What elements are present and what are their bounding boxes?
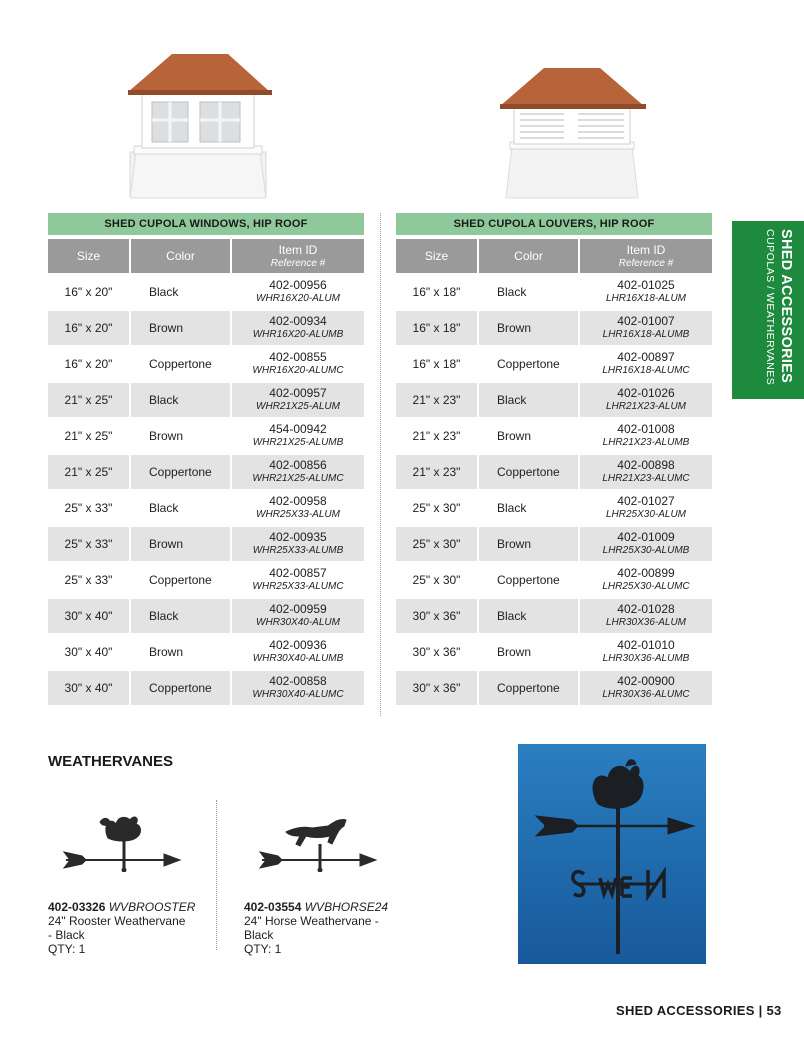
cell-item-id	[232, 671, 364, 705]
section-side-tab	[732, 221, 804, 399]
item-id: 402-00897	[617, 350, 675, 364]
cell-color: Black	[131, 599, 230, 633]
cell-item-id	[232, 419, 364, 453]
cell-color: Black	[131, 383, 230, 417]
header-size: Size	[48, 239, 129, 273]
table-header	[396, 239, 712, 273]
item-id: 402-01009	[617, 530, 675, 544]
cell-color: Brown	[479, 311, 578, 345]
item-id: 402-01007	[617, 314, 675, 328]
cell-color: Black	[479, 599, 578, 633]
table-title: SHED CUPOLA WINDOWS, HIP ROOF	[48, 213, 364, 235]
cell-color: Coppertone	[131, 671, 230, 705]
reference-number: WHR21X25-ALUMB	[252, 437, 344, 448]
cell-size: 16" x 18"	[396, 311, 477, 345]
cell-color: Coppertone	[131, 455, 230, 489]
header-color: Color	[131, 239, 230, 273]
header-item-id	[232, 239, 364, 273]
cell-color: Coppertone	[479, 671, 578, 705]
cell-item-id	[580, 455, 712, 489]
table-row	[48, 527, 364, 561]
item-id: 402-00900	[617, 674, 675, 688]
horse-weathervane-image	[256, 810, 380, 872]
item-id: 402-00956	[269, 278, 327, 292]
product-name-line1: 24" Rooster Weathervane	[48, 914, 186, 928]
product-sku: 402-03554	[244, 900, 302, 914]
cell-size: 16" x 20"	[64, 357, 113, 371]
cell-size: 30" x 40"	[48, 671, 129, 705]
page-footer: SHED ACCESSORIES | 53	[616, 1003, 782, 1018]
cell-item-id	[580, 419, 712, 453]
reference-number: LHR16X18-ALUMB	[602, 329, 690, 340]
header-color: Color	[479, 239, 578, 273]
cell-size: 30" x 36"	[396, 671, 477, 705]
column-divider	[380, 213, 381, 716]
reference-number: LHR16X18-ALUM	[605, 293, 687, 304]
table-row	[48, 563, 364, 597]
cell-color: Brown	[131, 527, 230, 561]
reference-number: WHR30X40-ALUMC	[252, 689, 344, 700]
reference-number: LHR21X23-ALUM	[605, 401, 687, 412]
product-name-line2: - Black	[48, 928, 85, 942]
cell-color: Black	[497, 501, 527, 515]
table-row	[48, 671, 364, 705]
table-row	[396, 311, 712, 345]
table-row	[396, 599, 712, 633]
cell-size: 16" x 18"	[412, 357, 461, 371]
cell-item-id	[232, 347, 364, 381]
cell-item-id	[232, 563, 364, 597]
item-id: 402-01026	[617, 386, 675, 400]
reference-number: LHR25X30-ALUMB	[602, 545, 690, 556]
cupola-louvers-table	[396, 213, 712, 705]
cell-color: Brown	[149, 429, 184, 443]
reference-number: LHR30X36-ALUMC	[602, 689, 690, 700]
cell-item-id	[580, 311, 712, 345]
item-id: 402-01025	[617, 278, 675, 292]
reference-number: WHR30X40-ALUM	[256, 617, 340, 628]
header-size: Size	[396, 239, 477, 273]
table-row	[48, 347, 364, 381]
table-row	[396, 347, 712, 381]
header-item-id-label: Item ID	[626, 243, 666, 257]
reference-number: LHR16X18-ALUMC	[602, 365, 690, 376]
cell-item-id	[232, 635, 364, 669]
cell-color: Brown	[497, 429, 532, 443]
table-row	[48, 599, 364, 633]
cell-size: 16" x 18"	[412, 285, 461, 299]
cell-color: Coppertone	[497, 573, 560, 587]
item-id: 402-00936	[269, 638, 327, 652]
cell-size: 25" x 30"	[412, 501, 461, 515]
table-row	[396, 671, 712, 705]
cell-color: Brown	[131, 311, 230, 345]
reference-number: LHR30X36-ALUM	[605, 617, 687, 628]
cell-item-id	[580, 527, 712, 561]
table-row	[396, 419, 712, 453]
cell-item-id	[580, 671, 712, 705]
cell-item-id	[232, 491, 364, 525]
weathervanes-heading: WEATHERVANES	[48, 753, 174, 770]
header-reference-label: Reference #	[270, 258, 326, 269]
side-tab-title: SHED ACCESSORIES	[778, 229, 794, 384]
weathervane-divider	[216, 800, 217, 950]
cell-size: 16" x 20"	[48, 311, 129, 345]
table-row	[48, 491, 364, 525]
cell-item-id	[580, 275, 712, 309]
table-row	[48, 635, 364, 669]
cell-size: 21" x 25"	[64, 429, 113, 443]
table-row	[48, 383, 364, 417]
reference-number: LHR25X30-ALUMC	[602, 581, 690, 592]
cell-item-id	[232, 311, 364, 345]
reference-number: LHR25X30-ALUM	[605, 509, 687, 520]
reference-number: WHR25X33-ALUMC	[252, 581, 344, 592]
item-id: 402-00935	[269, 530, 327, 544]
header-item-id-label: Item ID	[278, 243, 318, 257]
item-id: 402-00957	[269, 386, 327, 400]
cell-item-id	[580, 347, 712, 381]
table-row	[48, 275, 364, 309]
product-code: WVBROOSTER	[108, 900, 196, 914]
cell-size: 21" x 25"	[48, 455, 129, 489]
table-header	[48, 239, 364, 273]
item-id: 402-00855	[269, 350, 327, 364]
item-id: 402-01008	[617, 422, 675, 436]
cupola-windows-image	[120, 48, 280, 200]
product-sku: 402-03326	[48, 900, 106, 914]
reference-number: WHR30X40-ALUMB	[252, 653, 344, 664]
table-row	[396, 455, 712, 489]
cell-size: 25" x 30"	[412, 573, 461, 587]
cell-size: 25" x 30"	[396, 527, 477, 561]
cell-size: 25" x 33"	[64, 501, 113, 515]
item-id: 402-00856	[269, 458, 327, 472]
cell-color: Brown	[149, 645, 184, 659]
table-row	[396, 527, 712, 561]
cell-size: 30" x 36"	[412, 645, 461, 659]
product-qty: QTY: 1	[244, 942, 282, 956]
cell-item-id	[580, 635, 712, 669]
item-id: 402-01010	[617, 638, 675, 652]
cell-item-id	[580, 599, 712, 633]
cell-item-id	[232, 599, 364, 633]
rooster-weathervane-image	[60, 810, 184, 872]
item-id: 454-00942	[269, 422, 327, 436]
reference-number: WHR21X25-ALUMC	[252, 473, 344, 484]
table-row	[396, 491, 712, 525]
cell-color: Black	[149, 501, 179, 515]
reference-number: WHR16X20-ALUM	[256, 293, 340, 304]
item-id: 402-00958	[269, 494, 327, 508]
cell-size: 30" x 40"	[48, 599, 129, 633]
cell-color: Black	[149, 285, 179, 299]
table-row	[48, 419, 364, 453]
header-item-id	[580, 239, 712, 273]
cell-item-id	[580, 383, 712, 417]
product-name-line2: Black	[244, 928, 274, 942]
table-row	[396, 383, 712, 417]
cell-color: Black	[479, 383, 578, 417]
reference-number: LHR21X23-ALUMB	[602, 437, 690, 448]
table-body	[396, 275, 712, 705]
reference-number: WHR25X33-ALUM	[256, 509, 340, 520]
header-reference-label: Reference #	[618, 258, 674, 269]
reference-number: LHR21X23-ALUMC	[602, 473, 690, 484]
cell-size: 30" x 36"	[396, 599, 477, 633]
item-id: 402-00857	[269, 566, 327, 580]
table-row	[396, 563, 712, 597]
table-title: SHED CUPOLA LOUVERS, HIP ROOF	[396, 213, 712, 235]
cupola-louvers-image	[494, 64, 650, 200]
reference-number: LHR30X36-ALUMB	[602, 653, 690, 664]
item-id: 402-00858	[269, 674, 327, 688]
cell-item-id	[232, 275, 364, 309]
reference-number: WHR16X20-ALUMB	[252, 329, 344, 340]
cell-color: Coppertone	[149, 573, 212, 587]
cell-size: 21" x 23"	[412, 429, 461, 443]
cupola-windows-table	[48, 213, 364, 705]
cell-size: 25" x 33"	[48, 527, 129, 561]
cell-color: Coppertone	[497, 357, 560, 371]
cell-size: 21" x 25"	[48, 383, 129, 417]
cell-item-id	[232, 527, 364, 561]
reference-number: WHR21X25-ALUM	[256, 401, 340, 412]
cell-color: Brown	[497, 645, 532, 659]
table-row	[396, 275, 712, 309]
cell-color: Brown	[479, 527, 578, 561]
item-id: 402-00899	[617, 566, 675, 580]
item-id: 402-01027	[617, 494, 675, 508]
reference-number: WHR16X20-ALUMC	[252, 365, 344, 376]
reference-number: WHR25X33-ALUMB	[252, 545, 344, 556]
cell-size: 21" x 23"	[396, 455, 477, 489]
table-row	[48, 455, 364, 489]
cell-color: Coppertone	[149, 357, 212, 371]
product-code: WVBHORSE24	[304, 900, 389, 914]
product-qty: QTY: 1	[48, 942, 86, 956]
cell-item-id	[580, 563, 712, 597]
weathervane-item-rooster	[48, 900, 208, 956]
table-row	[48, 311, 364, 345]
cell-item-id	[232, 383, 364, 417]
table-body	[48, 275, 364, 705]
item-id: 402-00898	[617, 458, 675, 472]
weathervane-item-horse	[244, 900, 404, 956]
cell-item-id	[580, 491, 712, 525]
item-id: 402-01028	[617, 602, 675, 616]
item-id: 402-00959	[269, 602, 327, 616]
weathervane-photo	[518, 744, 706, 964]
cell-size: 21" x 23"	[396, 383, 477, 417]
cell-size: 25" x 33"	[64, 573, 113, 587]
cell-color: Black	[497, 285, 527, 299]
cell-size: 30" x 40"	[64, 645, 113, 659]
product-name-line1: 24" Horse Weathervane -	[244, 914, 379, 928]
side-tab-subtitle: CUPOLAS / WEATHERVANES	[764, 229, 776, 386]
cell-size: 16" x 20"	[64, 285, 113, 299]
item-id: 402-00934	[269, 314, 327, 328]
cell-color: Coppertone	[479, 455, 578, 489]
table-row	[396, 635, 712, 669]
cell-item-id	[232, 455, 364, 489]
